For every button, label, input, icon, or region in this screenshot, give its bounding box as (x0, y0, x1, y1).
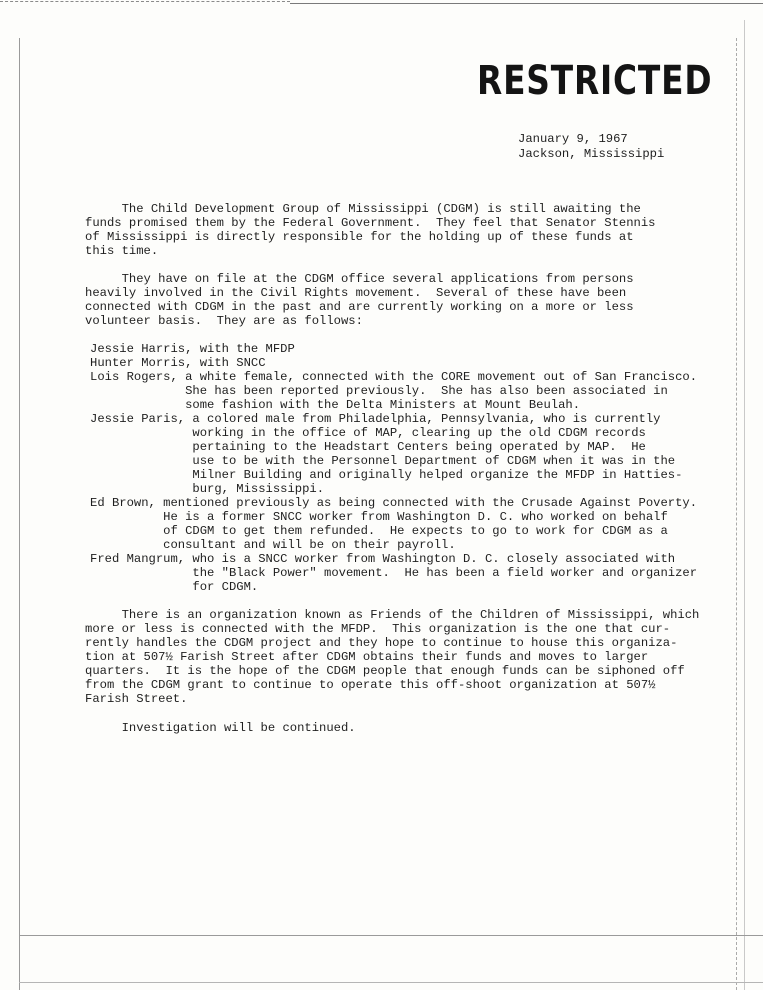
person-line: burg, Mississippi. (90, 482, 325, 496)
paragraph-line: this time. (85, 244, 159, 258)
paragraph-line: rently handles the CDGM project and they hope to continue to house this organiza- (85, 636, 678, 650)
paragraph-2 (85, 272, 692, 328)
paragraph-line: connected with CDGM in the past and are currently working on a more or less (85, 300, 634, 314)
paragraph-line: They have on file at the CDGM office several applications from persons (85, 272, 634, 286)
person-line: working in the office of MAP, clearing up the old CDGM records (90, 426, 646, 440)
bottom-page-edge (19, 982, 763, 983)
paragraph-line: quarters. It is the hope of the CDGM people that enough funds can be siphoned off (85, 664, 685, 678)
paragraph-line: of Mississippi is directly responsible for the holding up of these funds at (85, 230, 634, 244)
paragraph-line: The Child Development Group of Mississippi (CDGM) is still awaiting the (85, 202, 641, 216)
date: January 9, 1967 (518, 132, 628, 146)
person-line: He is a former SNCC worker from Washington D. C. who worked on behalf (90, 510, 668, 524)
paragraph-line: funds promised them by the Federal Government. They feel that Senator Stennis (85, 216, 656, 230)
person-line: Hunter Morris, with SNCC (90, 356, 266, 370)
person-line: of CDGM to get them refunded. He expects to go to work for CDGM as a (90, 524, 668, 538)
persons-list (90, 342, 698, 594)
place: Jackson, Mississippi (518, 147, 665, 161)
person-line: pertaining to the Headstart Centers being operated by MAP. He (90, 440, 646, 454)
person-line: the "Black Power" movement. He has been a field worker and organizer (90, 566, 698, 580)
right-page-border (736, 38, 737, 990)
person-line: Fred Mangrum, who is a SNCC worker from Washington D. C. closely associated with (90, 552, 676, 566)
person-line: for CDGM. (90, 580, 259, 594)
paragraph-line: heavily involved in the Civil Rights movement. Several of these have been (85, 286, 627, 300)
paragraph-line: There is an organization known as Friends of the Children of Mississippi, which (85, 608, 700, 622)
paragraph-line: volunteer basis. They are as follows: (85, 314, 363, 328)
person-line: Jessie Paris, a colored male from Philadelphia, Pennsylvania, who is currently (90, 412, 661, 426)
person-line: Milner Building and originally helped organize the MFDP in Hatties- (90, 468, 683, 482)
person-line: Jessie Harris, with the MFDP (90, 342, 295, 356)
paragraph-line: from the CDGM grant to continue to operate this off-shoot organization at 507½ (85, 678, 656, 692)
bottom-page-rule (19, 935, 763, 936)
person-line: Ed Brown, mentioned previously as being connected with the Crusade Against Poverty. (90, 496, 698, 510)
memo-body (85, 202, 700, 706)
left-page-border (19, 38, 20, 990)
top-edge-rule (0, 0, 763, 6)
person-line: some fashion with the Delta Ministers at Mount Beulah. (90, 398, 581, 412)
person-line: consultant and will be on their payroll. (90, 538, 456, 552)
paragraph-line: more or less is connected with the MFDP. This organization is the one that cur- (85, 622, 671, 636)
paragraph-1 (85, 202, 692, 258)
person-line: use to be with the Personnel Department of CDGM when it was in the (90, 454, 676, 468)
person-line: She has been reported previously. She has also been associated in (90, 384, 668, 398)
paragraph-3 (85, 608, 700, 706)
paragraph-line: tion at 507½ Farish Street after CDGM obtains their funds and moves to larger (85, 650, 649, 664)
restricted-stamp: RESTRICTED (477, 58, 713, 104)
paragraph-line: Farish Street. (85, 692, 188, 706)
dateline (518, 132, 664, 162)
person-line: Lois Rogers, a white female, connected with the CORE movement out of San Francisco. (90, 370, 698, 384)
right-page-edge (744, 20, 745, 990)
closing-line: Investigation will be continued. (85, 721, 356, 735)
